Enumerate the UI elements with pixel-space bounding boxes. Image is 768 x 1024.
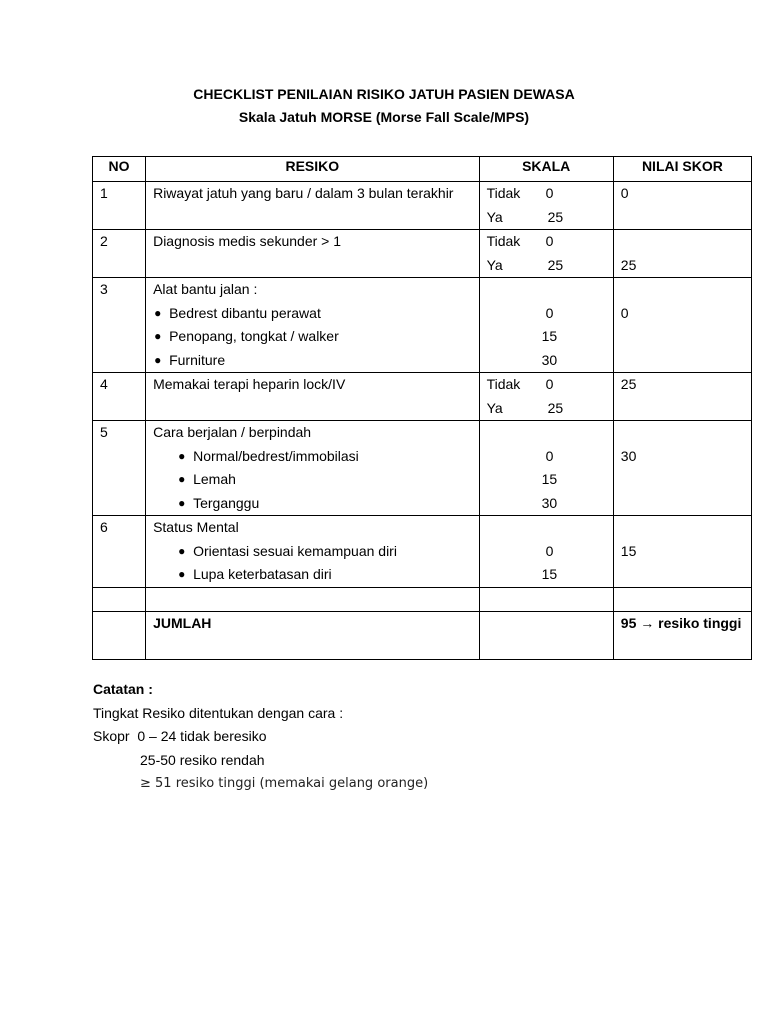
risk-table: [92, 156, 752, 660]
scale-value: 15: [541, 566, 558, 582]
scale-value: 30: [541, 351, 558, 368]
total-value: 95 → resiko tinggi: [620, 615, 742, 631]
scale-value: 25: [547, 256, 564, 273]
risk-label: Cara berjalan / berpindah: [153, 424, 312, 440]
notes-line: 25-50 resiko rendah: [140, 751, 265, 768]
notes-line: Tingkat Resiko ditentukan dengan cara :: [93, 704, 344, 721]
list-item: Normal/bedrest/immobilasi: [193, 447, 359, 464]
bullet-icon: ●: [178, 472, 186, 486]
scale-value: 25: [547, 399, 564, 416]
scale-value: 15: [541, 328, 558, 344]
scale-value: 0: [545, 185, 554, 201]
score-value: 0: [620, 185, 629, 201]
notes-line: 0 – 24 tidak beresiko: [137, 728, 267, 744]
score-value: 25: [620, 376, 637, 392]
bullet-icon: ●: [154, 329, 162, 343]
scale-label: Tidak: [486, 233, 521, 249]
bullet-icon: ●: [178, 495, 186, 510]
scale-value: 0: [545, 376, 554, 392]
score-value: 30: [620, 447, 637, 464]
risk-label: Memakai terapi heparin lock/IV: [153, 376, 346, 392]
scale-value: 0: [545, 233, 554, 249]
scale-value: 0: [545, 304, 554, 321]
notes-heading: Catatan :: [93, 681, 153, 697]
scale-value: 30: [541, 494, 558, 511]
risk-label: Riwayat jatuh yang baru / dalam 3 bulan terakhir: [153, 185, 454, 201]
table-row: [93, 373, 752, 421]
row-number: 6: [100, 519, 108, 535]
bullet-icon: ●: [178, 543, 186, 558]
notes-section: [93, 678, 428, 796]
document-subtitle: Skala Jatuh MORSE (Morse Fall Scale/MPS): [238, 109, 530, 125]
row-number: 4: [100, 376, 108, 392]
score-value: 15: [620, 542, 637, 559]
risk-label: Status Mental: [153, 519, 239, 535]
header-resiko: RESIKO: [146, 157, 480, 182]
row-number: 3: [100, 281, 108, 297]
table-row: [93, 421, 752, 516]
scale-label: Tidak: [486, 185, 521, 201]
header-skala: SKALA: [479, 157, 613, 182]
total-row: [93, 612, 752, 660]
scale-value: 0: [545, 542, 554, 559]
scale-label: Ya: [486, 399, 503, 416]
scale-label: Tidak: [486, 376, 521, 392]
bullet-icon: ●: [154, 305, 162, 320]
notes-line: ≥ 51 resiko tinggi (memakai gelang orange): [140, 776, 429, 791]
scale-value: 0: [545, 447, 554, 464]
row-number: 2: [100, 233, 108, 249]
bullet-icon: ●: [178, 567, 186, 581]
total-label: JUMLAH: [153, 615, 212, 631]
score-value: 0: [620, 304, 629, 321]
table-header-row: [93, 157, 752, 182]
list-item: Terganggu: [193, 494, 260, 511]
bullet-icon: ●: [178, 448, 186, 463]
scale-label: Ya: [486, 256, 503, 273]
notes-label: Skopr: [93, 728, 130, 744]
bullet-icon: ●: [154, 352, 162, 367]
row-number: 5: [100, 424, 108, 440]
list-item: Lemah: [193, 471, 236, 487]
list-item: Penopang, tongkat / walker: [169, 328, 339, 344]
scale-value: 25: [547, 208, 564, 225]
list-item: Lupa keterbatasan diri: [193, 566, 332, 582]
table-row: [93, 278, 752, 373]
risk-label: Alat bantu jalan :: [153, 281, 258, 297]
document-title: CHECKLIST PENILAIAN RISIKO JATUH PASIEN DEWASA: [193, 86, 575, 102]
row-number: 1: [100, 185, 108, 201]
table-row: [93, 230, 752, 278]
header-no: NO: [93, 157, 146, 182]
list-item: Bedrest dibantu perawat: [169, 304, 321, 321]
list-item: Orientasi sesuai kemampuan diri: [193, 542, 397, 559]
score-value: 25: [620, 256, 637, 273]
table-row-empty: [93, 587, 752, 612]
table-row: [93, 516, 752, 588]
list-item: Furniture: [169, 351, 226, 368]
scale-label: Ya: [486, 208, 503, 225]
risk-label: Diagnosis medis sekunder > 1: [153, 233, 342, 249]
table-row: [93, 182, 752, 230]
scale-value: 15: [541, 471, 558, 487]
header-nilai-skor: NILAI SKOR: [613, 157, 751, 182]
